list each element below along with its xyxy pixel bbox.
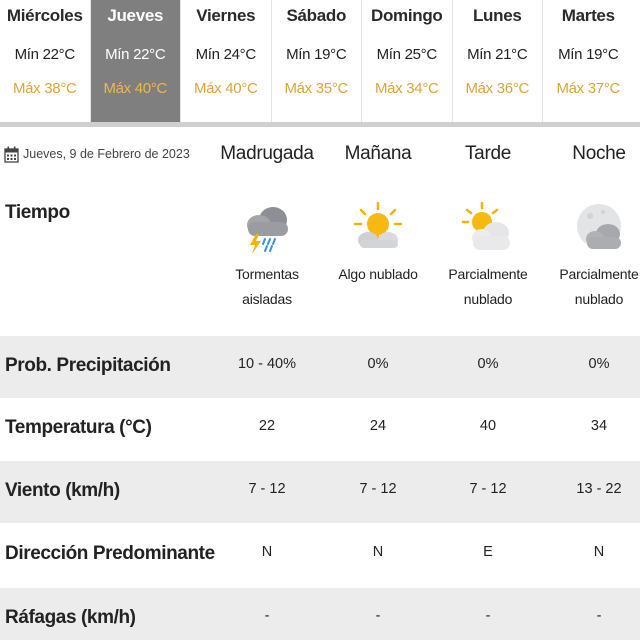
row-label: Viento (km/h): [5, 480, 120, 501]
condition-manana: [323, 262, 433, 287]
moon-cloud-icon: [572, 200, 628, 256]
row-value: 7 - 12: [359, 481, 397, 497]
day-tab-lunes[interactable]: [453, 0, 544, 122]
row-value: N: [593, 544, 605, 560]
row-value: 24: [369, 418, 387, 434]
day-min-temp: Mín 19°C: [286, 46, 347, 63]
day-tab-domingo[interactable]: [362, 0, 453, 122]
row-value: E: [483, 544, 493, 560]
day-tab-martes[interactable]: [543, 0, 634, 122]
day-name: Viernes: [196, 6, 256, 25]
row-value: 0%: [588, 356, 610, 372]
condition-text: nublado: [463, 291, 513, 307]
table-row-wind: [0, 461, 640, 523]
row-value: 7 - 12: [469, 481, 507, 497]
day-max-temp: Máx 37°C: [556, 80, 621, 97]
day-max-temp: Máx 40°C: [103, 80, 168, 97]
day-max-temp: Máx 34°C: [374, 80, 439, 97]
row-value: 34: [590, 418, 608, 434]
day-max-temp: Máx 38°C: [12, 80, 77, 97]
row-value: N: [372, 544, 384, 560]
row-value: -: [596, 608, 602, 624]
calendar-icon: [4, 146, 19, 163]
thunderstorm-icon: [239, 200, 295, 256]
row-value: -: [375, 608, 381, 624]
partly-cloudy-icon: [460, 200, 516, 256]
row-value: 7 - 12: [248, 481, 286, 497]
day-min-temp: Mín 21°C: [467, 46, 528, 63]
day-max-temp: Máx 36°C: [465, 80, 530, 97]
period-header-tarde: Tarde: [464, 143, 512, 164]
condition-text: aisladas: [242, 291, 292, 307]
table-row-direction: [0, 524, 640, 586]
row-value: 10 - 40%: [237, 356, 297, 372]
day-min-temp: Mín 22°C: [105, 46, 166, 63]
period-header-madrugada: Madrugada: [220, 143, 314, 164]
day-name: Domingo: [370, 6, 443, 25]
row-value: -: [485, 608, 491, 624]
date-text: Jueves, 9 de Febrero de 2023: [23, 147, 190, 161]
period-header-manana: Mañana: [344, 143, 412, 164]
condition-madrugada: [212, 262, 322, 312]
sun-cloud-icon: [350, 200, 406, 256]
day-min-temp: Mín 24°C: [195, 46, 256, 63]
condition-text: Tormentas: [235, 266, 299, 282]
row-value: N: [261, 544, 273, 560]
row-value: 13 - 22: [576, 481, 622, 497]
day-min-temp: Mín 25°C: [376, 46, 437, 63]
row-value: 22: [258, 418, 276, 434]
row-value: -: [264, 608, 270, 624]
row-label: Prob. Precipitación: [5, 355, 171, 376]
day-tab-jueves[interactable]: [91, 0, 182, 122]
day-max-temp: Máx 40°C: [193, 80, 258, 97]
row-value: 0%: [477, 356, 499, 372]
table-row-temperature: [0, 398, 640, 460]
day-name: Martes: [561, 6, 615, 25]
weather-label: Tiempo: [5, 202, 70, 223]
condition-text: nublado: [574, 291, 624, 307]
day-selector: [0, 0, 640, 122]
table-row-precipitation: [0, 336, 640, 398]
day-name: Jueves: [107, 6, 164, 25]
day-max-temp: Máx 35°C: [284, 80, 349, 97]
condition-text: Parcialmente: [448, 266, 528, 282]
day-name: Sábado: [286, 6, 347, 25]
table-row-gusts: [0, 588, 640, 640]
day-min-temp: Mín 22°C: [14, 46, 75, 63]
condition-text: Parcialmente: [559, 266, 639, 282]
period-header-noche: Noche: [572, 143, 626, 164]
day-min-temp: Mín 19°C: [558, 46, 619, 63]
day-name: Lunes: [472, 6, 522, 25]
row-value: 40: [479, 418, 497, 434]
row-label: Dirección Predominante: [5, 543, 215, 564]
day-tab-sabado[interactable]: [272, 0, 363, 122]
row-label: Ráfagas (km/h): [5, 607, 136, 628]
condition-noche: [544, 262, 640, 312]
row-label: Temperatura (°C): [5, 417, 152, 438]
condition-text: Algo nublado: [338, 266, 418, 282]
day-strip-divider: [0, 122, 640, 127]
day-name: Miércoles: [6, 6, 83, 25]
date-label: [4, 143, 190, 165]
row-value: 0%: [367, 356, 389, 372]
day-tab-viernes[interactable]: [181, 0, 272, 122]
day-tab-miercoles[interactable]: [0, 0, 91, 122]
condition-tarde: [433, 262, 543, 312]
